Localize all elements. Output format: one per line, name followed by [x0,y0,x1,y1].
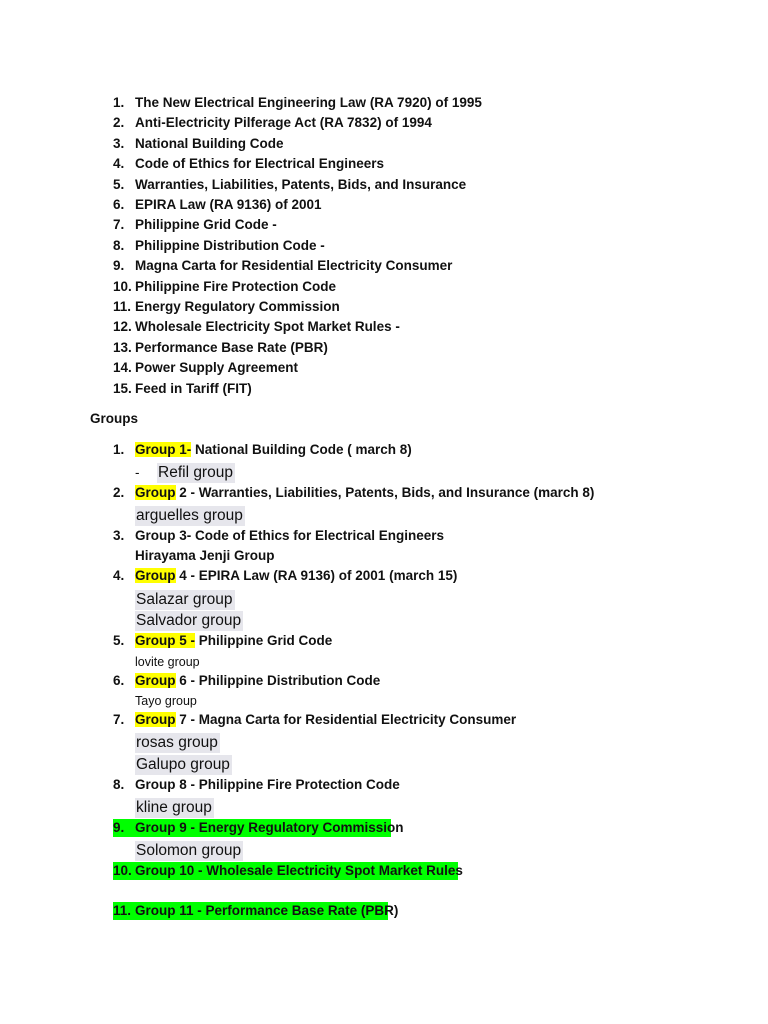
list-number: 11. [113,903,132,918]
group-label-highlight: Group 1- [135,442,192,457]
list-text: Feed in Tariff (FIT) [135,381,252,396]
list-number: 4. [113,156,125,171]
groups-heading: Groups [90,411,139,426]
list-text: National Building Code [135,136,284,151]
list-text: Philippine Fire Protection Code [135,279,337,294]
list-number: 2. [113,485,125,500]
group-topic: Group 10 - Wholesale Electricity Spot Market Rules [135,863,463,878]
member-group: Solomon group [136,842,242,859]
list-text: Energy Regulatory Commission [135,299,340,314]
list-number: 10. [113,279,132,294]
group-label-highlight: Group [135,673,176,688]
group-label-highlight: Group [135,712,176,727]
member-group: Salvador group [136,612,242,629]
list-number: 2. [113,115,125,130]
list-number: 11. [113,299,132,314]
list-number: 5. [113,177,125,192]
member-group: kline group [136,799,212,816]
list-number: 13. [113,340,132,355]
list-number: 12. [113,319,132,334]
group-topic: Group 11 - Performance Base Rate (PBR) [135,903,399,918]
list-text: Magna Carta for Residential Electricity Consumer [135,258,453,273]
group-topic: 2 - Warranties, Liabilities, Patents, Bids, and Insurance (march 8) [175,485,595,500]
list-number: 9. [113,258,125,273]
list-number: 3. [113,136,125,151]
list-text: The New Electrical Engineering Law (RA 7920) of 1995 [135,95,482,110]
group-topic: 4 - EPIRA Law (RA 9136) of 2001 (march 15) [175,568,458,583]
list-number: 4. [113,568,125,583]
list-number: 9. [113,820,125,835]
list-text: Wholesale Electricity Spot Market Rules - [135,319,400,334]
group-label-highlight: Group 5 - [135,633,195,648]
list-text: Warranties, Liabilities, Patents, Bids, and Insurance [135,177,467,192]
list-number: 5. [113,633,125,648]
list-number: 8. [113,777,125,792]
list-text: EPIRA Law (RA 9136) of 2001 [135,197,322,212]
list-number: 7. [113,217,125,232]
group-topic: 6 - Philippine Distribution Code [175,673,381,688]
member-group: Salazar group [136,591,233,608]
list-text: Performance Base Rate (PBR) [135,340,328,355]
dash-marker: - [135,465,140,480]
list-text: Philippine Distribution Code - [135,238,325,253]
member-group: Galupo group [136,756,230,773]
list-number: 1. [113,442,125,457]
list-number: 6. [113,673,125,688]
group-topic: Philippine Grid Code [195,633,333,648]
list-number: 1. [113,95,125,110]
list-text: Code of Ethics for Electrical Engineers [135,156,385,171]
member-group: Refil group [158,464,233,481]
group-topic: National Building Code ( march 8) [191,442,412,457]
list-number: 15. [113,381,132,396]
list-number: 10. [113,863,132,878]
list-number: 7. [113,712,125,727]
group-topic: 7 - Magna Carta for Residential Electricity Consumer [175,712,517,727]
list-number: 6. [113,197,125,212]
member-group: rosas group [136,734,218,751]
group-topic: Group 9 - Energy Regulatory Commission [135,820,404,835]
list-number: 3. [113,528,125,543]
group-topic: Group 8 - Philippine Fire Protection Code [135,777,400,792]
group-label-highlight: Group [135,485,176,500]
member-group: Hirayama Jenji Group [135,548,275,563]
group-label-highlight: Group [135,568,176,583]
list-text: Power Supply Agreement [135,360,299,375]
list-number: 14. [113,360,132,375]
group-topic: Group 3- Code of Ethics for Electrical Engineers [135,528,445,543]
list-text: Anti-Electricity Pilferage Act (RA 7832) of 1994 [135,115,432,130]
list-number: 8. [113,238,125,253]
list-text: Philippine Grid Code - [135,217,277,232]
member-group: Tayo group [135,694,197,708]
member-group: arguelles group [136,507,243,524]
member-group: lovite group [135,655,200,669]
